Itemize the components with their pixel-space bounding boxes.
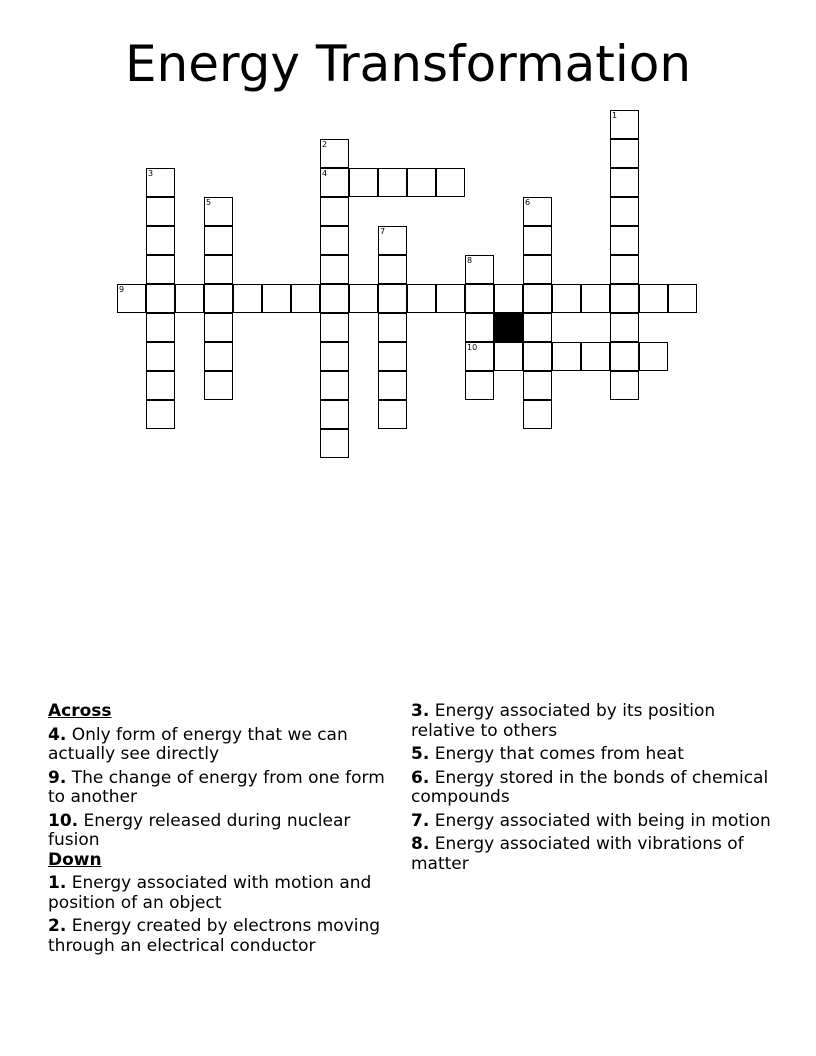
cell-number: 8: [467, 256, 473, 265]
grid-cell[interactable]: [204, 197, 233, 226]
grid-cell[interactable]: [494, 284, 523, 313]
cell-number: 9: [119, 285, 125, 294]
cell-number: 2: [322, 140, 328, 149]
crossword-grid: [0, 0, 816, 440]
grid-cell[interactable]: [465, 313, 494, 342]
grid-cell[interactable]: [320, 342, 349, 371]
grid-cell[interactable]: [320, 255, 349, 284]
clue-down-8: [411, 835, 771, 874]
cell-number: 5: [206, 198, 212, 207]
cell-number: 4: [322, 169, 328, 178]
grid-cell[interactable]: [523, 226, 552, 255]
grid-cell[interactable]: [320, 313, 349, 342]
cell-number: 3: [148, 169, 154, 178]
grid-cell[interactable]: [320, 226, 349, 255]
grid-cell[interactable]: [146, 371, 175, 400]
grid-cell[interactable]: [610, 168, 639, 197]
grid-cell[interactable]: [436, 284, 465, 313]
cell-number: 6: [525, 198, 531, 207]
clue-text: Energy stored in the bonds of chemical compounds: [411, 767, 769, 807]
clue-number: 6.: [411, 767, 430, 788]
grid-cell[interactable]: [378, 313, 407, 342]
across-heading: Across: [48, 701, 112, 721]
clue-number: 9.: [48, 767, 67, 788]
grid-cell[interactable]: [610, 342, 639, 371]
grid-cell[interactable]: [378, 255, 407, 284]
black-cell: [494, 313, 523, 342]
grid-cell[interactable]: [320, 284, 349, 313]
cell-number: 10: [467, 343, 478, 352]
grid-cell[interactable]: [262, 284, 291, 313]
grid-cell[interactable]: [465, 255, 494, 284]
grid-cell[interactable]: [581, 342, 610, 371]
grid-cell[interactable]: [204, 313, 233, 342]
grid-cell[interactable]: [523, 342, 552, 371]
grid-cell[interactable]: [146, 313, 175, 342]
grid-cell[interactable]: [349, 284, 378, 313]
grid-cell[interactable]: [204, 255, 233, 284]
grid-cell[interactable]: [610, 371, 639, 400]
grid-cell[interactable]: [465, 284, 494, 313]
grid-cell[interactable]: [407, 284, 436, 313]
clue-down-3: [411, 702, 771, 741]
clue-number: 3.: [411, 701, 430, 721]
grid-cell[interactable]: [378, 284, 407, 313]
grid-cell[interactable]: [523, 284, 552, 313]
grid-cell[interactable]: [494, 342, 523, 371]
grid-cell[interactable]: [204, 284, 233, 313]
clue-down-2: [48, 917, 406, 956]
clue-number: 5.: [411, 744, 430, 764]
grid-cell[interactable]: [610, 284, 639, 313]
grid-cell[interactable]: [552, 284, 581, 313]
clue-number: 7.: [411, 810, 430, 831]
clue-across-9: [48, 769, 406, 808]
grid-cell[interactable]: [349, 168, 378, 197]
grid-cell[interactable]: [465, 371, 494, 400]
grid-cell[interactable]: [204, 342, 233, 371]
grid-cell[interactable]: [523, 313, 552, 342]
clue-down-1: [48, 874, 406, 913]
clue-text: Energy associated with motion and position of an object: [48, 873, 372, 913]
clue-number: 10.: [48, 810, 79, 831]
clues-column-left: [48, 702, 406, 960]
grid-cell[interactable]: [175, 284, 204, 313]
grid-cell[interactable]: [320, 429, 349, 458]
grid-cell[interactable]: [581, 284, 610, 313]
clue-down-5: [411, 745, 771, 765]
clue-text: Energy released during nuclear fusion: [48, 810, 351, 850]
clue-number: 1.: [48, 873, 67, 893]
grid-cell[interactable]: [320, 371, 349, 400]
grid-cell[interactable]: [204, 371, 233, 400]
grid-cell[interactable]: [552, 342, 581, 371]
grid-cell[interactable]: [146, 342, 175, 371]
grid-cell[interactable]: [610, 197, 639, 226]
grid-cell[interactable]: [291, 284, 320, 313]
clue-across-4: [48, 726, 406, 765]
grid-cell[interactable]: [146, 284, 175, 313]
grid-cell[interactable]: [610, 110, 639, 139]
grid-cell[interactable]: [523, 197, 552, 226]
clue-text: Only form of energy that we can actually see directly: [48, 724, 348, 764]
clue-text: Energy associated with being in motion: [434, 810, 771, 831]
down-heading: Down: [48, 849, 102, 870]
grid-cell[interactable]: [436, 168, 465, 197]
grid-cell[interactable]: [465, 342, 494, 371]
grid-cell[interactable]: [378, 168, 407, 197]
clue-down-6: [411, 769, 771, 808]
grid-cell[interactable]: [378, 371, 407, 400]
grid-cell[interactable]: [378, 342, 407, 371]
grid-cell[interactable]: [320, 139, 349, 168]
clue-number: 2.: [48, 916, 67, 936]
clue-text: The change of energy from one form to another: [48, 767, 385, 807]
clue-text: Energy that comes from heat: [434, 744, 684, 764]
grid-cell[interactable]: [407, 168, 436, 197]
grid-cell[interactable]: [523, 255, 552, 284]
grid-cell[interactable]: [639, 284, 668, 313]
grid-cell[interactable]: [668, 284, 697, 313]
grid-cell[interactable]: [610, 313, 639, 342]
grid-cell[interactable]: [320, 400, 349, 429]
grid-cell[interactable]: [204, 226, 233, 255]
grid-cell[interactable]: [146, 226, 175, 255]
cell-number: 1: [612, 111, 618, 120]
grid-cell[interactable]: [610, 255, 639, 284]
clue-text: Energy created by electrons moving through an electrical conductor: [48, 916, 381, 956]
grid-cell[interactable]: [146, 197, 175, 226]
grid-cell[interactable]: [610, 139, 639, 168]
grid-cell[interactable]: [523, 400, 552, 429]
grid-cell[interactable]: [378, 226, 407, 255]
grid-cell[interactable]: [117, 284, 146, 313]
clue-down-7: [411, 812, 771, 832]
grid-cell[interactable]: [146, 400, 175, 429]
grid-cell[interactable]: [320, 168, 349, 197]
grid-cell[interactable]: [146, 255, 175, 284]
clue-number: 4.: [48, 724, 67, 745]
grid-cell[interactable]: [146, 168, 175, 197]
grid-cell[interactable]: [639, 342, 668, 371]
grid-cell[interactable]: [320, 197, 349, 226]
grid-cell[interactable]: [378, 400, 407, 429]
clues-column-right: [411, 702, 771, 878]
clue-number: 8.: [411, 834, 430, 854]
clue-text: Energy associated with vibrations of matter: [411, 834, 744, 874]
grid-cell[interactable]: [523, 371, 552, 400]
page-title: Energy Transformation: [124, 35, 692, 93]
clue-across-10: [48, 812, 406, 851]
clue-text: Energy associated by its position relative to others: [411, 701, 716, 741]
grid-cell[interactable]: [233, 284, 262, 313]
cell-number: 7: [380, 227, 386, 236]
grid-cell[interactable]: [610, 226, 639, 255]
